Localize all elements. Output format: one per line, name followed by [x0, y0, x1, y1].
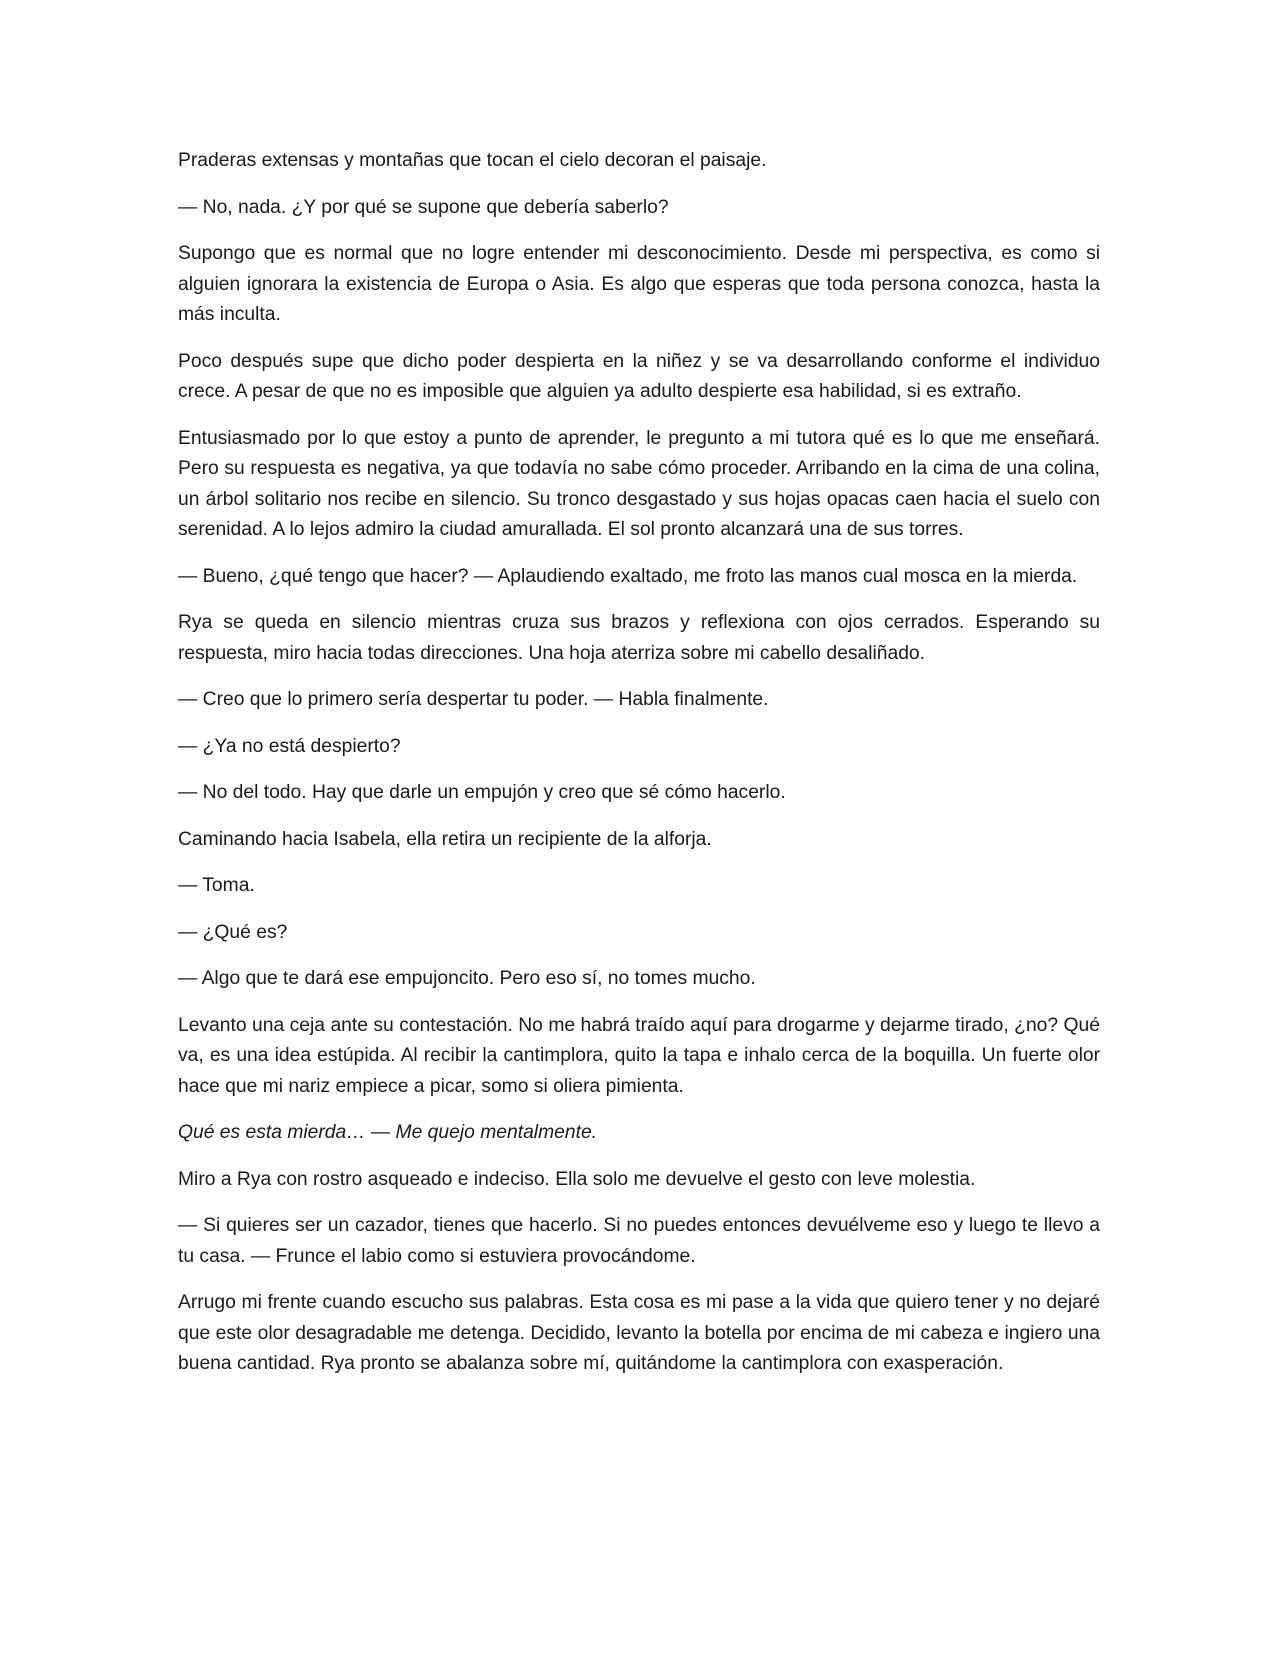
paragraph: Miro a Rya con rostro asqueado e indeciso. Ella solo me devuelve el gesto con leve molestia.	[178, 1168, 976, 1190]
paragraph: Caminando hacia Isabela, ella retira un recipiente de la alforja.	[178, 828, 712, 850]
paragraph: — ¿Qué es?	[178, 921, 288, 943]
paragraph: — Algo que te dará ese empujoncito. Pero eso sí, no tomes mucho.	[178, 968, 756, 989]
paragraph: Qué es esta mierda… — Me quejo mentalmente.	[178, 1122, 598, 1143]
paragraph: Supongo que es normal que no logre entender mi desconocimiento. Desde mi perspectiva, es como si alguien ignorara la existencia de Europa o Asia. Es algo que esperas que toda persona conozca, hasta la más inculta.	[178, 243, 1100, 325]
paragraph: Arrugo mi frente cuando escucho sus palabras. Esta cosa es mi pase a la vida que quiero tener y no dejaré que este olor desagradable me detenga. Decidido, levanto la botella por encima de mi cabeza e ingiero una buena cantidad. Rya pronto se abalanza sobre mí, quitándome la cantimplora con exasperación.	[178, 1292, 1100, 1374]
paragraph: — Creo que lo primero sería despertar tu poder. — Habla finalmente.	[178, 689, 769, 710]
paragraph: Rya se queda en silencio mientras cruza sus brazos y reflexiona con ojos cerrados. Esperando su respuesta, miro hacia todas direcciones. Una hoja aterriza sobre mi cabello desaliñado.	[178, 612, 1100, 664]
paragraph: Levanto una ceja ante su contestación. No me habrá traído aquí para drogarme y dejarme tirado, ¿no? Qué va, es una idea estúpida. Al recibir la cantimplora, quito la tapa e inhalo cerca de la boquilla. Un fuerte olor hace que mi nariz empiece a picar, somo si oliera pimienta.	[178, 1014, 1100, 1097]
document-page	[178, 146, 1100, 1396]
paragraph: — No, nada. ¿Y por qué se supone que debería saberlo?	[178, 196, 669, 218]
paragraph: — Bueno, ¿qué tengo que hacer? — Aplaudiendo exaltado, me froto las manos cual mosca en la mierda.	[178, 565, 1078, 587]
paragraph: Praderas extensas y montañas que tocan el cielo decoran el paisaje.	[178, 150, 767, 171]
paragraph: Poco después supe que dicho poder despierta en la niñez y se va desarrollando conforme el individuo crece. A pesar de que no es imposible que alguien ya adulto despierte esa habilidad, si es extraño.	[178, 350, 1100, 402]
paragraph: — Toma.	[178, 875, 255, 896]
paragraph: Entusiasmado por lo que estoy a punto de aprender, le pregunto a mi tutora qué es lo que me enseñará. Pero su respuesta es negativa, ya que todavía no sabe cómo proceder. Arribando en la cima de una colina, un árbol solitario nos recibe en silencio. Su tronco desgastado y sus hojas opacas caen hacia el suelo con serenidad. A lo lejos admiro la ciudad amurallada. El sol pronto alcanzará una de sus torres.	[178, 427, 1100, 540]
paragraph: — ¿Ya no está despierto?	[178, 735, 401, 757]
paragraph: — Si quieres ser un cazador, tienes que hacerlo. Si no puedes entonces devuélveme eso y luego te llevo a tu casa. — Frunce el labio como si estuviera provocándome.	[178, 1215, 1100, 1267]
paragraph: — No del todo. Hay que darle un empujón y creo que sé cómo hacerlo.	[178, 782, 786, 803]
